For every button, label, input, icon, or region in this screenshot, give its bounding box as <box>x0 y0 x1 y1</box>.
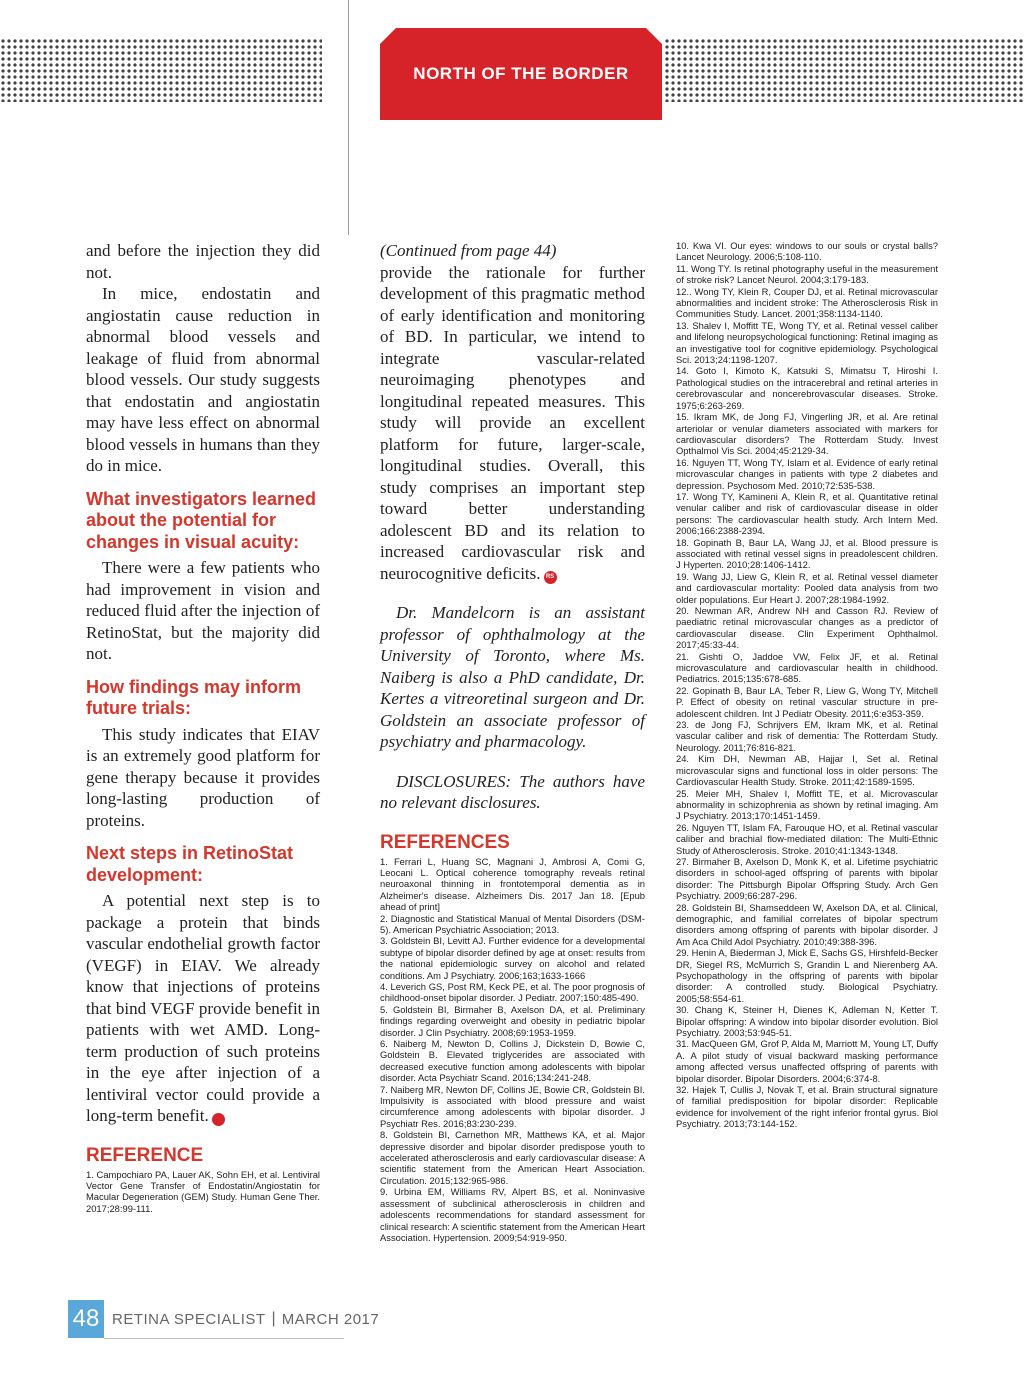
reference-item: 20. Newman AR, Andrew NH and Casson RJ. Review of paediatric retinal microvascular changes as a predictor of cardiovascular disease. Clin Experiment Ophthalmol. 2017;45:33-44. <box>676 605 938 651</box>
paragraph-with-badge: A potential next step is to package a protein that binds vascular endothelial growth factor (VEGF) in EIAV. We already know that injections of proteins that bind VEGF provide benefit in patients with wet AMD. Long-term production of such proteins in the eye after injection of a lentiviral vector could provide a long-term benefit. RS <box>86 891 320 1125</box>
reference-item: 5. Goldstein BI, Birmaher B, Axelson DA, et al. Preliminary findings regarding overweight and obesity in pediatric bipolar disorder. J Clin Psychiatry. 2008;69:1953-1959. <box>380 1003 645 1038</box>
reference-item: 22. Gopinath B, Baur LA, Teber R, Liew G, Wong TY, Mitchell P. Effect of obesity on retinal vascular structure in pre-adolescent children. Int J Pediatr Obesity. 2011;6:e353-359. <box>676 684 938 719</box>
reference-item: 3. Goldstein BI, Levitt AJ. Further evidence for a developmental subtype of bipolar disorder defined by age at onset: results from the national epidemiologic survey on alcohol and related conditions. Am J Psychiatry. 2006;163;1633-1666 <box>380 935 645 981</box>
paragraph-with-badge: provide the rationale for further development of this pragmatic method of early identification and monitoring of BD. In particular, we intend to integrate vascular-related neuroimaging phenotypes and longitudinal repeated measures. This study will provide an excellent platform for future, larger-scale, longitudinal studies. Overall, this study comprises an important step toward better understanding adolescent BD and its relation to increased cardiovascular risk and neurocognitive deficits. RS <box>380 262 645 583</box>
section-title: NORTH OF THE BORDER <box>413 64 629 83</box>
reference-item: 11. Wong TY. Is retinal photography useful in the measurement of stroke risk? Lancet Neurol. 2004;3:179-183. <box>676 262 938 286</box>
article-column-1 <box>86 240 320 1214</box>
reference-list <box>380 856 645 1244</box>
reference-item: 6. Naiberg M, Newton D, Collins J, Dickstein D, Bowie C, Goldstein B. Elevated triglycerides are associated with decreased executive function among adolescents with bipolar disorder. Acta Psychiatr Scand. 2016;134:241-248. <box>380 1038 645 1084</box>
reference-item: 12.. Wong TY, Klein R, Couper DJ, et al. Retinal microvascular abnormalities and incident stroke: The Atherosclerosis Risk in Communities Study. Lancet. 2001;358:1134-1140. <box>676 285 938 320</box>
reference-item: 1. Campochiaro PA, Lauer AK, Sohn EH, et al. Lentiviral Vector Gene Transfer of Endostatin/Angiostatin for Macular Degeneration (GEM) Study. Human Gene Ther. 2017;28:99-111. <box>86 1168 320 1214</box>
page-number: 48 <box>68 1300 104 1338</box>
continued-note: (Continued from page 44) <box>380 241 557 260</box>
footer-rule <box>104 1338 344 1339</box>
subheading-visual-acuity: What investigators learned about the potential for changes in visual acuity: <box>86 488 317 552</box>
paragraph: There were a few patients who had improvement in vision and reduced fluid after the injection of RetinoStat, but the majority did not. <box>86 558 320 663</box>
reference-heading: REFERENCE <box>86 1144 204 1166</box>
article-column-2 <box>380 240 645 1243</box>
rs-end-badge-icon: RS <box>544 571 557 584</box>
reference-item: 25. Meier MH, Shalev I, Moffitt TE, et al. Microvascular abnormality in schizophrenia as shown by retinal imaging. Am J Psychiatry. 2013;170:1451-1459. <box>676 787 938 822</box>
reference-item: 30. Chang K, Steiner H, Dienes K, Adleman N, Ketter T. Bipolar offspring: A window into bipolar disorder evolution. Biol Psychiatry. 2003;53:945-51. <box>676 1004 938 1039</box>
reference-item: 26. Nguyen TT, Islam FA, Farouque HO, et al. Retinal vascular caliber and brachial flow-mediated dilation: The Multi-Ethnic Study of Atherosclerosis. Stroke. 2010;41:1343-1348. <box>676 821 938 856</box>
paragraph: In mice, endostatin and angiostatin cause reduction in abnormal blood vessels and leakage of fluid from abnormal blood vessels. Our study suggests that endostatin and angiostatin may have less effect on abnormal blood vessels in humans than they do in mice. <box>86 284 320 475</box>
reference-item: 14. Goto I, Kimoto K, Katsuki S, Mimatsu T, Hiroshi I. Pathological studies on the intracerebral and retinal arteries in cerebrovascular and noncerebrovascular diseases. Stroke. 1975;6:263-269. <box>676 365 938 411</box>
reference-item: 13. Shalev I, Moffitt TE, Wong TY, et al. Retinal vessel caliber and lifelong neuropsychological functioning: Retinal imaging as an investigative tool for cognitive epidemiology. Psychological Sci. 2013;24:1198-1207. <box>676 319 938 366</box>
column-divider <box>348 0 349 235</box>
references-column <box>676 240 938 1130</box>
reference-list <box>676 240 938 1130</box>
reference-item: 23. de Jong FJ, Schrijvers EM, Ikram MK, et al. Retinal vascular caliber and risk of dementia: The Rotterdam Study. Neurology. 2011;76:816-821. <box>676 719 938 753</box>
issue-date: MARCH 2017 <box>281 1310 380 1328</box>
reference-item: 2. Diagnostic and Statistical Manual of Mental Disorders (DSM-5). American Psychiatric Association; 2013. <box>380 912 645 935</box>
references-heading: REFERENCES <box>380 831 510 853</box>
reference-item: 24. Kim DH, Newman AB, Hajjar I, Set al. Retinal microvascular signs and functional loss in older persons: The Cardiovascular Health Study. Stroke. 2011;42:1589-1595. <box>676 753 938 788</box>
reference-list <box>86 1169 320 1215</box>
reference-item: 15. Ikram MK, de Jong FJ, Vingerling JR, et al. Are retinal arteriolar or venular diameters associated with markers for cardiovascular disorders? The Rotterdam Study. Invest Opthalmol Vis Sci. 2004;45:2129-34. <box>676 411 938 457</box>
paragraph: and before the injection they did not. <box>86 241 320 282</box>
reference-item: 18. Gopinath B, Baur LA, Wang JJ, et al. Blood pressure is associated with retinal vessel signs in preadolescent children. J Hyperten. 2010;28:1406-1412. <box>676 536 938 571</box>
reference-item: 16. Nguyen TT, Wong TY, Islam et al. Evidence of early retinal microvascular changes in patients with type 2 diabetes and depression. Psychosom Med. 2010;72:535-538. <box>676 456 938 491</box>
reference-item: 21. Gishti O, Jaddoe VW, Felix JF, et al. Retinal microvasculature and cardiovascular health in childhood. Pediatrics. 2015;135:678-685. <box>676 650 938 685</box>
reference-item: 17. Wong TY, Kamineni A, Klein R, et al. Quantitative retinal venular caliber and risk of cardiovascular disease in older persons: The cardiovascular health study. Arch Intern Med. 2006;166:2388-2394. <box>676 490 938 537</box>
subheading-next-steps: Next steps in RetinoStat development: <box>86 843 294 885</box>
paragraph: This study indicates that EIAV is an extremely good platform for gene therapy because it provides long-lasting production of proteins. <box>86 724 320 830</box>
reference-item: 19. Wang JJ, Liew G, Klein R, et al. Retinal vessel diameter and cardiovascular mortality: Pooled data analysis from two older populations. Eur Heart J. 2007;28:1984-1992. <box>676 570 938 605</box>
reference-item: 29. Henin A, Biederman J, Mick E, Sachs GS, Hirshfeld-Becker DR, Siegel RS, McMurrich S, Grandin L and Nierenberg AA. Psychopathology in the offspring of parents with bipolar disorder: A controlled study. Biological Psychiatry. 2005;58:554-61. <box>676 947 938 1004</box>
reference-item: 27. Birmaher B, Axelson D, Monk K, et al. Lifetime psychiatric disorders in school-aged offspring of parents with bipolar disorder: The Pittsburgh Bipolar Offspring Study. Arch Gen Psychiatry. 2009;66:287-296. <box>676 855 938 902</box>
rs-end-badge-icon: RS <box>212 1113 225 1126</box>
reference-item: 8. Goldstein BI, Carnethon MR, Matthews KA, et al. Major depressive disorder and bipolar disorder predispose youth to accelerated atherosclerosis and early cardiovascular disease: A scientific statement from the American Heart Association. Circulation. 2015;132:965-986. <box>380 1129 645 1186</box>
section-banner <box>380 28 662 120</box>
publication-name: RETINA SPECIALIST <box>112 1310 266 1328</box>
reference-item: 28. Goldstein BI, Shamseddeen W, Axelson DA, et al. Clinical, demographic, and familial correlates of bipolar spectrum disorders among offspring of parents with bipolar disorder. J Am Aca Child Adol Psychiatry. 2010;49:388-396. <box>676 901 938 947</box>
dot-pattern-left <box>0 38 322 102</box>
reference-item: 1. Ferrari L, Huang SC, Magnani J, Ambrosi A, Comi G, Leocani L. Optical coherence tomography reveals retinal neuroaxonal thinning in frontotemporal dementia as in Alzheimer's disease. Alzheimers Dis. 2017 Jan 18. [Epub ahead of print] <box>380 855 645 913</box>
disclosures: DISCLOSURES: The authors have no relevant disclosures. <box>380 771 645 812</box>
reference-item: 4. Leverich GS, Post RM, Keck PE, et al. The poor prognosis of childhood-onset bipolar disorder. J Pediatr. 2007;150:485-490. <box>380 980 645 1004</box>
reference-item: 31. MacQueen GM, Grof P, Alda M, Marriott M, Young LT, Duffy A. A pilot study of visual backward masking performance among affected versus unaffected offspring of parents with bipolar disorder. Bipolar Disorders. 2004;6:374-8. <box>676 1038 938 1084</box>
reference-item: 32. Hajek T, Cullis J, Novak T, et al. Brain structural signature of familial predisposition for bipolar disorder: Replicable evidence for involvement of the right inferior frontal gyrus. Biol Psychiatry. 2013;73:144-152. <box>676 1084 938 1130</box>
reference-item: 9. Urbina EM, Williams RV, Alpert BS, et al. Noninvasive assessment of subclinical atherosclerosis in children and adolescents recommendations for standard assessment for clinical research: A scientific statement from the American Heart Association. Hypertension. 2009;54:919-950. <box>380 1186 645 1243</box>
subheading-future-trials: How findings may inform future trials: <box>86 676 302 718</box>
footer-separator: | <box>271 1310 276 1327</box>
author-bio: Dr. Mandelcorn is an assistant professor of ophthalmology at the University of Toronto, where Ms. Naiberg is also a PhD candidate, Dr. Kertes a vitreoretinal surgeon and Dr. Goldstein an associate professor of psychiatry and pharmacology. <box>380 603 645 751</box>
reference-item: 7. Naiberg MR, Newton DF, Collins JE, Bowie CR, Goldstein BI. Impulsivity is associated with blood pressure and waist circumference among adolescents with bipolar disorder. J Psychiatr Res. 2016;83:230-239. <box>380 1083 645 1129</box>
page-footer <box>68 1300 379 1338</box>
dot-pattern-right <box>664 38 1024 102</box>
reference-item: 10. Kwa VI. Our eyes: windows to our souls or crystal balls? Lancet Neurology. 2006;5:108-110. <box>676 240 938 263</box>
